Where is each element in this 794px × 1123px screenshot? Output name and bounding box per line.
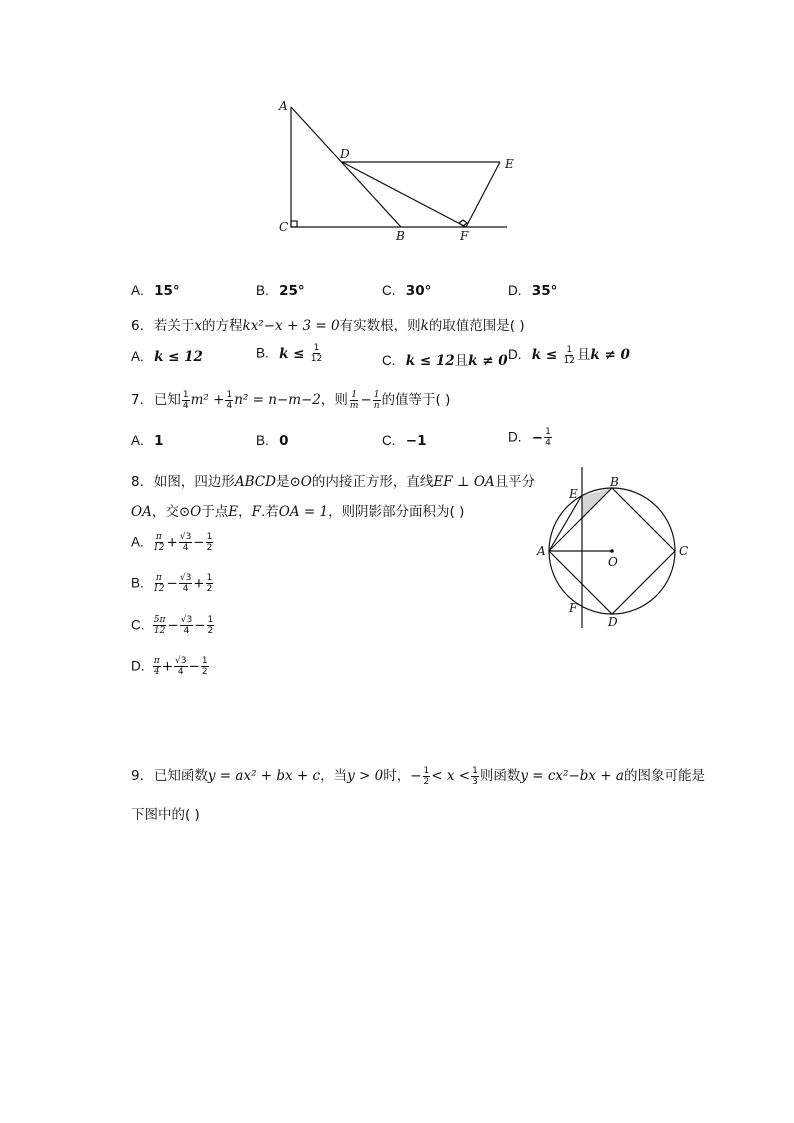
q7-option-b[interactable] xyxy=(256,433,288,449)
numerator: 1 xyxy=(566,344,573,355)
q8-option-d[interactable] xyxy=(131,656,210,677)
numerator: 1 xyxy=(373,389,380,400)
stem-text: 的方程 xyxy=(202,318,243,334)
option-label: B. xyxy=(131,575,144,591)
label-f: F xyxy=(569,601,578,615)
segment-ab xyxy=(291,107,401,227)
numerator: 1 xyxy=(182,389,189,400)
q6-option-d[interactable] xyxy=(508,343,630,366)
option-label: C. xyxy=(382,283,396,298)
option-label: D. xyxy=(131,658,145,674)
math-var: x xyxy=(194,318,203,334)
q7-stem xyxy=(131,388,450,411)
fraction xyxy=(201,656,209,677)
fraction xyxy=(174,656,187,677)
label-d: D xyxy=(608,615,618,629)
math-op: + xyxy=(193,575,205,592)
numerator: √3 xyxy=(175,656,187,666)
fraction xyxy=(206,573,214,594)
numerator: 1 xyxy=(472,765,478,776)
fraction xyxy=(544,427,552,448)
option-label: D. xyxy=(508,429,522,445)
option-value: 30° xyxy=(405,283,432,299)
q6-stem xyxy=(131,314,525,334)
stem-text: 已知函数 xyxy=(153,768,208,784)
question-number: 7. xyxy=(131,392,144,408)
stem-text: 若关于 xyxy=(153,318,195,334)
math-expr: EF ⊥ OA xyxy=(433,474,495,490)
fraction xyxy=(180,615,193,636)
denominator: 4 xyxy=(182,584,189,594)
q6-option-c[interactable] xyxy=(382,349,508,369)
math-op: − xyxy=(167,617,179,634)
option-value: k ≠ 0 xyxy=(590,347,630,363)
stem-text: .若 xyxy=(260,504,279,520)
label-a: A xyxy=(537,544,546,558)
label-b: B xyxy=(396,229,405,243)
stem-text: 已知 xyxy=(153,392,181,408)
option-label: A. xyxy=(131,349,144,364)
denominator: 3 xyxy=(472,776,478,787)
numerator: √3 xyxy=(179,573,192,583)
stem-text: 时， xyxy=(383,768,411,784)
math-op: + xyxy=(161,658,174,675)
fraction xyxy=(206,532,214,553)
math-var: k xyxy=(420,318,429,334)
denominator: 2 xyxy=(206,543,213,553)
center-point xyxy=(610,549,614,553)
stem-text: ，则 xyxy=(320,392,348,408)
math-op: − xyxy=(360,392,372,408)
option-value: k ≤ xyxy=(279,345,305,362)
label-c: C xyxy=(679,544,689,558)
label-e: E xyxy=(505,157,514,171)
denominator: 4 xyxy=(226,400,233,411)
label-e: E xyxy=(569,487,578,501)
numerator: 1 xyxy=(313,343,320,353)
denominator: n xyxy=(373,400,380,411)
math-op: − xyxy=(193,534,205,551)
stem-text: ， xyxy=(238,504,252,520)
q8-option-c[interactable] xyxy=(131,615,215,636)
q8-option-a[interactable] xyxy=(131,532,214,553)
denominator: 12 xyxy=(563,355,575,366)
label-c: C xyxy=(279,220,289,234)
q7-option-d[interactable] xyxy=(508,427,553,448)
stem-text: 则函数 xyxy=(479,768,521,784)
stem-text: 有实数根，则 xyxy=(339,318,421,334)
segment-ef xyxy=(466,162,500,227)
option-conj: 且 xyxy=(454,353,469,369)
math-equation: kx²−x + 3 = 0 xyxy=(242,318,340,334)
q8-option-b[interactable] xyxy=(131,573,214,594)
numerator: 1 xyxy=(545,427,551,437)
q5-option-b[interactable] xyxy=(256,283,305,299)
option-label: C. xyxy=(382,433,396,448)
denominator: 12 xyxy=(310,354,323,364)
fraction xyxy=(152,573,165,594)
math-op: − xyxy=(194,617,206,634)
math-equation: y = ax² + bx + c xyxy=(207,768,321,784)
fraction xyxy=(310,343,323,364)
option-label: D. xyxy=(508,283,522,298)
denominator: 4 xyxy=(545,438,551,448)
numerator: 1 xyxy=(351,389,358,400)
fraction xyxy=(225,390,233,411)
fraction xyxy=(471,766,479,787)
question-number: 6. xyxy=(131,318,144,334)
math-equation: y = cx²−bx + a xyxy=(520,768,624,784)
q9-stem-line1 xyxy=(131,764,705,787)
stem-text: 的内接正方形，直线 xyxy=(311,474,434,490)
stem-text: 的值等于( ) xyxy=(381,392,451,408)
stem-text: 下图中的( ) xyxy=(131,807,200,823)
numerator: 1 xyxy=(423,765,430,776)
fraction xyxy=(349,390,360,411)
option-label: B. xyxy=(256,283,269,298)
numerator: 1 xyxy=(207,615,214,625)
option-value: −1 xyxy=(405,433,427,449)
q7-option-c[interactable] xyxy=(382,433,427,449)
math-expr: ⊙O xyxy=(178,504,202,520)
option-label: A. xyxy=(131,534,144,550)
numerator: 1 xyxy=(201,656,208,666)
denominator: 12 xyxy=(153,543,165,553)
denominator: 2 xyxy=(201,667,208,677)
triangle-figure xyxy=(270,95,530,245)
segment-df xyxy=(342,162,466,227)
option-value: k ≤ 12 xyxy=(154,349,203,365)
label-a: A xyxy=(279,99,288,113)
denominator: 2 xyxy=(206,584,213,594)
option-label: C. xyxy=(382,353,396,368)
option-value: k ≤ xyxy=(531,347,558,363)
numerator: π xyxy=(153,656,160,666)
fraction xyxy=(207,615,215,636)
question-number: 8. xyxy=(131,474,144,490)
math-op: − xyxy=(188,658,200,675)
fraction xyxy=(153,615,167,636)
option-conj: 且 xyxy=(576,347,591,363)
label-b: B xyxy=(610,475,619,489)
numerator: π xyxy=(155,532,162,542)
math-expr: < x < xyxy=(431,768,471,784)
stem-text: ，当 xyxy=(320,768,348,784)
option-label: D. xyxy=(508,347,522,362)
fraction xyxy=(153,656,161,677)
q8-stem-line1 xyxy=(131,470,535,490)
math-op: − xyxy=(410,768,422,784)
option-label: A. xyxy=(131,283,144,298)
option-label: A. xyxy=(131,433,144,448)
denominator: 4 xyxy=(183,626,190,636)
numerator: √3 xyxy=(180,615,193,625)
fraction xyxy=(423,766,431,787)
denominator: 12 xyxy=(153,626,166,636)
stem-text: ，交 xyxy=(151,504,179,520)
q7-option-a[interactable] xyxy=(131,433,163,449)
math-expr: n² = n−m−2 xyxy=(234,392,321,408)
math-expr: OA = 1 xyxy=(278,504,329,520)
denominator: 2 xyxy=(207,626,214,636)
denominator: 4 xyxy=(182,543,189,553)
fraction xyxy=(179,573,192,594)
label-o: O xyxy=(608,555,618,569)
label-d: D xyxy=(340,147,350,161)
stem-text: 如图，四边形 xyxy=(153,474,235,490)
math-expr: y > 0 xyxy=(347,768,384,784)
q6-option-b[interactable] xyxy=(256,343,324,364)
math-op: + xyxy=(166,534,178,551)
denominator: 4 xyxy=(182,400,189,411)
fraction xyxy=(152,532,165,553)
q5-option-a[interactable] xyxy=(131,283,180,299)
fraction xyxy=(562,345,575,366)
option-label: C. xyxy=(131,617,145,633)
option-value: 25° xyxy=(279,283,305,299)
option-value: 15° xyxy=(154,283,180,299)
numerator: 5π xyxy=(153,615,166,625)
stem-text: 且平分 xyxy=(494,474,536,490)
q8-stem-line2 xyxy=(131,500,464,520)
q5-option-d[interactable] xyxy=(508,283,557,299)
right-angle-mark-c xyxy=(291,221,297,227)
option-value: 1 xyxy=(154,433,164,449)
label-f: F xyxy=(460,229,469,243)
numerator: 1 xyxy=(206,532,213,542)
question-number: 9. xyxy=(131,768,144,784)
denominator: 12 xyxy=(153,584,165,594)
stem-text: 是 xyxy=(275,474,290,490)
numerator: π xyxy=(155,573,162,583)
option-value: − xyxy=(531,429,544,446)
denominator: 4 xyxy=(177,667,184,677)
stem-text: 的图象可能是 xyxy=(623,768,705,784)
option-value: k ≤ 12 xyxy=(405,353,455,369)
numerator: 1 xyxy=(206,573,213,583)
stem-text: ，则阴影部分面积为( ) xyxy=(328,504,465,520)
stem-text: 于点 xyxy=(201,504,229,520)
option-label: B. xyxy=(256,345,269,361)
math-var: F xyxy=(251,504,261,520)
math-expr: OA xyxy=(131,504,152,520)
math-expr: ABCD xyxy=(234,474,276,490)
fraction xyxy=(373,390,381,411)
q9-stem-line2 xyxy=(131,803,200,823)
stem-text: 的取值范围是( ) xyxy=(428,318,525,334)
denominator: 2 xyxy=(423,776,430,787)
q5-option-c[interactable] xyxy=(382,283,431,299)
math-op: − xyxy=(166,575,178,592)
option-value: 0 xyxy=(279,433,289,449)
math-expr: ⊙O xyxy=(289,474,312,490)
option-value: k ≠ 0 xyxy=(468,353,508,369)
fraction xyxy=(179,532,192,553)
denominator: m xyxy=(349,400,359,411)
q6-option-a[interactable] xyxy=(131,349,203,365)
circle-square-figure xyxy=(535,462,695,632)
fraction xyxy=(182,390,190,411)
option-label: B. xyxy=(256,433,269,448)
denominator: 4 xyxy=(153,667,160,677)
numerator: √3 xyxy=(179,532,192,542)
numerator: 1 xyxy=(226,389,233,400)
math-var: E xyxy=(228,504,239,520)
option-value: 35° xyxy=(531,283,558,299)
math-expr: m² + xyxy=(190,392,225,408)
